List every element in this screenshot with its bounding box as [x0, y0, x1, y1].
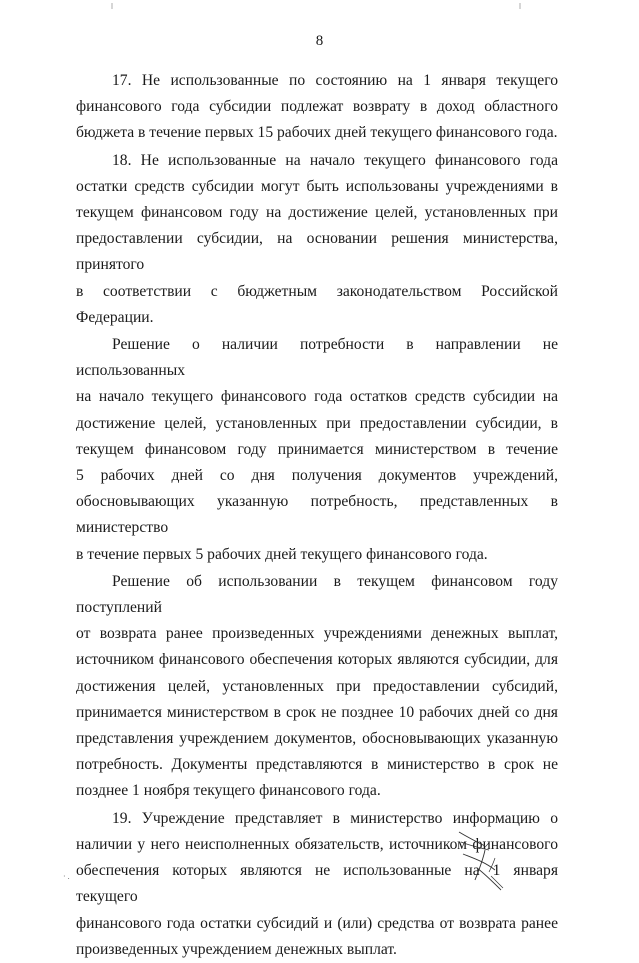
paragraph-18-cont: [76, 174, 558, 200]
paragraph-decision-use-cont: [76, 647, 558, 673]
paragraph-19-end: [76, 937, 558, 963]
paragraph-17-end: [76, 120, 558, 146]
text-line: 5 рабочих дней со дня получения документов учреждений,: [76, 467, 558, 485]
text-line: 17. Не использованные по состоянию на 1 января текущего: [112, 72, 558, 89]
paragraph-decision-need-cont: [76, 411, 558, 437]
text-line: Решение об использовании в текущем финансовом году поступлений: [76, 572, 558, 617]
paragraph-decision-need: [76, 332, 558, 384]
text-line: обеспечения которых являются не использованные на 1 января текущего: [76, 862, 558, 906]
paragraph-18: [76, 148, 558, 174]
text-line: достижения целей, установленных при предоставлении субсидий,: [76, 677, 558, 695]
paragraph-18-cont: [76, 200, 558, 226]
text-line: обосновывающих указанную потребность, представленных в министерство: [76, 493, 558, 537]
text-line: финансового года субсидии подлежат возврату в доход областного: [76, 98, 558, 116]
text-line: на начало текущего финансового года остатков средств субсидии на: [76, 388, 558, 406]
text-line: финансового года остатки субсидий и (или) средства от возврата ранее: [76, 914, 558, 932]
paragraph-decision-need-cont: [76, 489, 558, 541]
scan-speck: · .: [63, 872, 70, 881]
text-line: достижение целей, установленных при предоставлении субсидии, в: [76, 414, 558, 432]
text-line: бюджета в течение первых 15 рабочих дней текущего финансового года.: [76, 124, 558, 142]
text-line: позднее 1 ноября текущего финансового года.: [76, 782, 381, 800]
paragraph-17-cont: [76, 94, 558, 120]
paragraph-decision-use-cont: [76, 674, 558, 700]
text-line: произведенных учреждением денежных выплат.: [76, 940, 397, 958]
paragraph-decision-use-cont: [76, 621, 558, 647]
paragraph-decision-use-end: [76, 778, 558, 804]
text-line: 18. Не использованные на начало текущего финансового года: [112, 151, 558, 169]
paragraph-decision-use-cont: [76, 726, 558, 752]
page-number: 8: [315, 33, 324, 49]
text-line: принимается министерством в срок не позднее 10 рабочих дней со дня: [76, 703, 558, 721]
paragraph-decision-need-cont: [76, 437, 558, 463]
text-line: 19. Учреждение представляет в министерство информацию о: [112, 809, 558, 827]
text-line: текущем финансовом году принимается министерством в течение: [76, 440, 558, 458]
text-line: наличии у него неисполненных обязательств, источником финансового: [76, 835, 558, 853]
paragraph-18-cont: [76, 226, 558, 278]
text-line: в течение первых 5 рабочих дней текущего финансового года.: [76, 545, 488, 563]
paragraph-decision-need-cont: [76, 384, 558, 410]
text-line: потребность. Документы представляются в министерство в срок не: [76, 756, 558, 774]
handwritten-signature: [455, 828, 515, 894]
text-line: текущем финансовом году на достижение целей, установленных при: [76, 204, 558, 222]
paragraph-17: [76, 68, 558, 94]
paragraph-decision-use: [76, 569, 558, 621]
paragraph-decision-use-cont: [76, 700, 558, 726]
text-line: представления учреждением документов, обосновывающих указанную: [76, 730, 558, 748]
paragraph-19-cont: [76, 911, 558, 937]
paragraph-18-end: [76, 279, 558, 331]
paragraph-decision-need-cont: [76, 463, 558, 489]
text-line: от возврата ранее произведенных учреждениями денежных выплат,: [76, 625, 558, 643]
text-line: остатки средств субсидии могут быть использованы учреждениями в: [76, 177, 558, 195]
paragraph-decision-use-cont: [76, 752, 558, 778]
text-line: Решение о наличии потребности в направлении не использованных: [76, 336, 558, 380]
text-line: предоставлении субсидии, на основании решения министерства, принятого: [76, 230, 558, 274]
text-line: в соответствии с бюджетным законодательством Российской Федерации.: [76, 282, 558, 326]
paragraph-decision-need-end: [76, 542, 558, 568]
crop-marks: [0, 0, 639, 10]
text-line: источником финансового обеспечения которых являются субсидии, для: [76, 651, 558, 669]
